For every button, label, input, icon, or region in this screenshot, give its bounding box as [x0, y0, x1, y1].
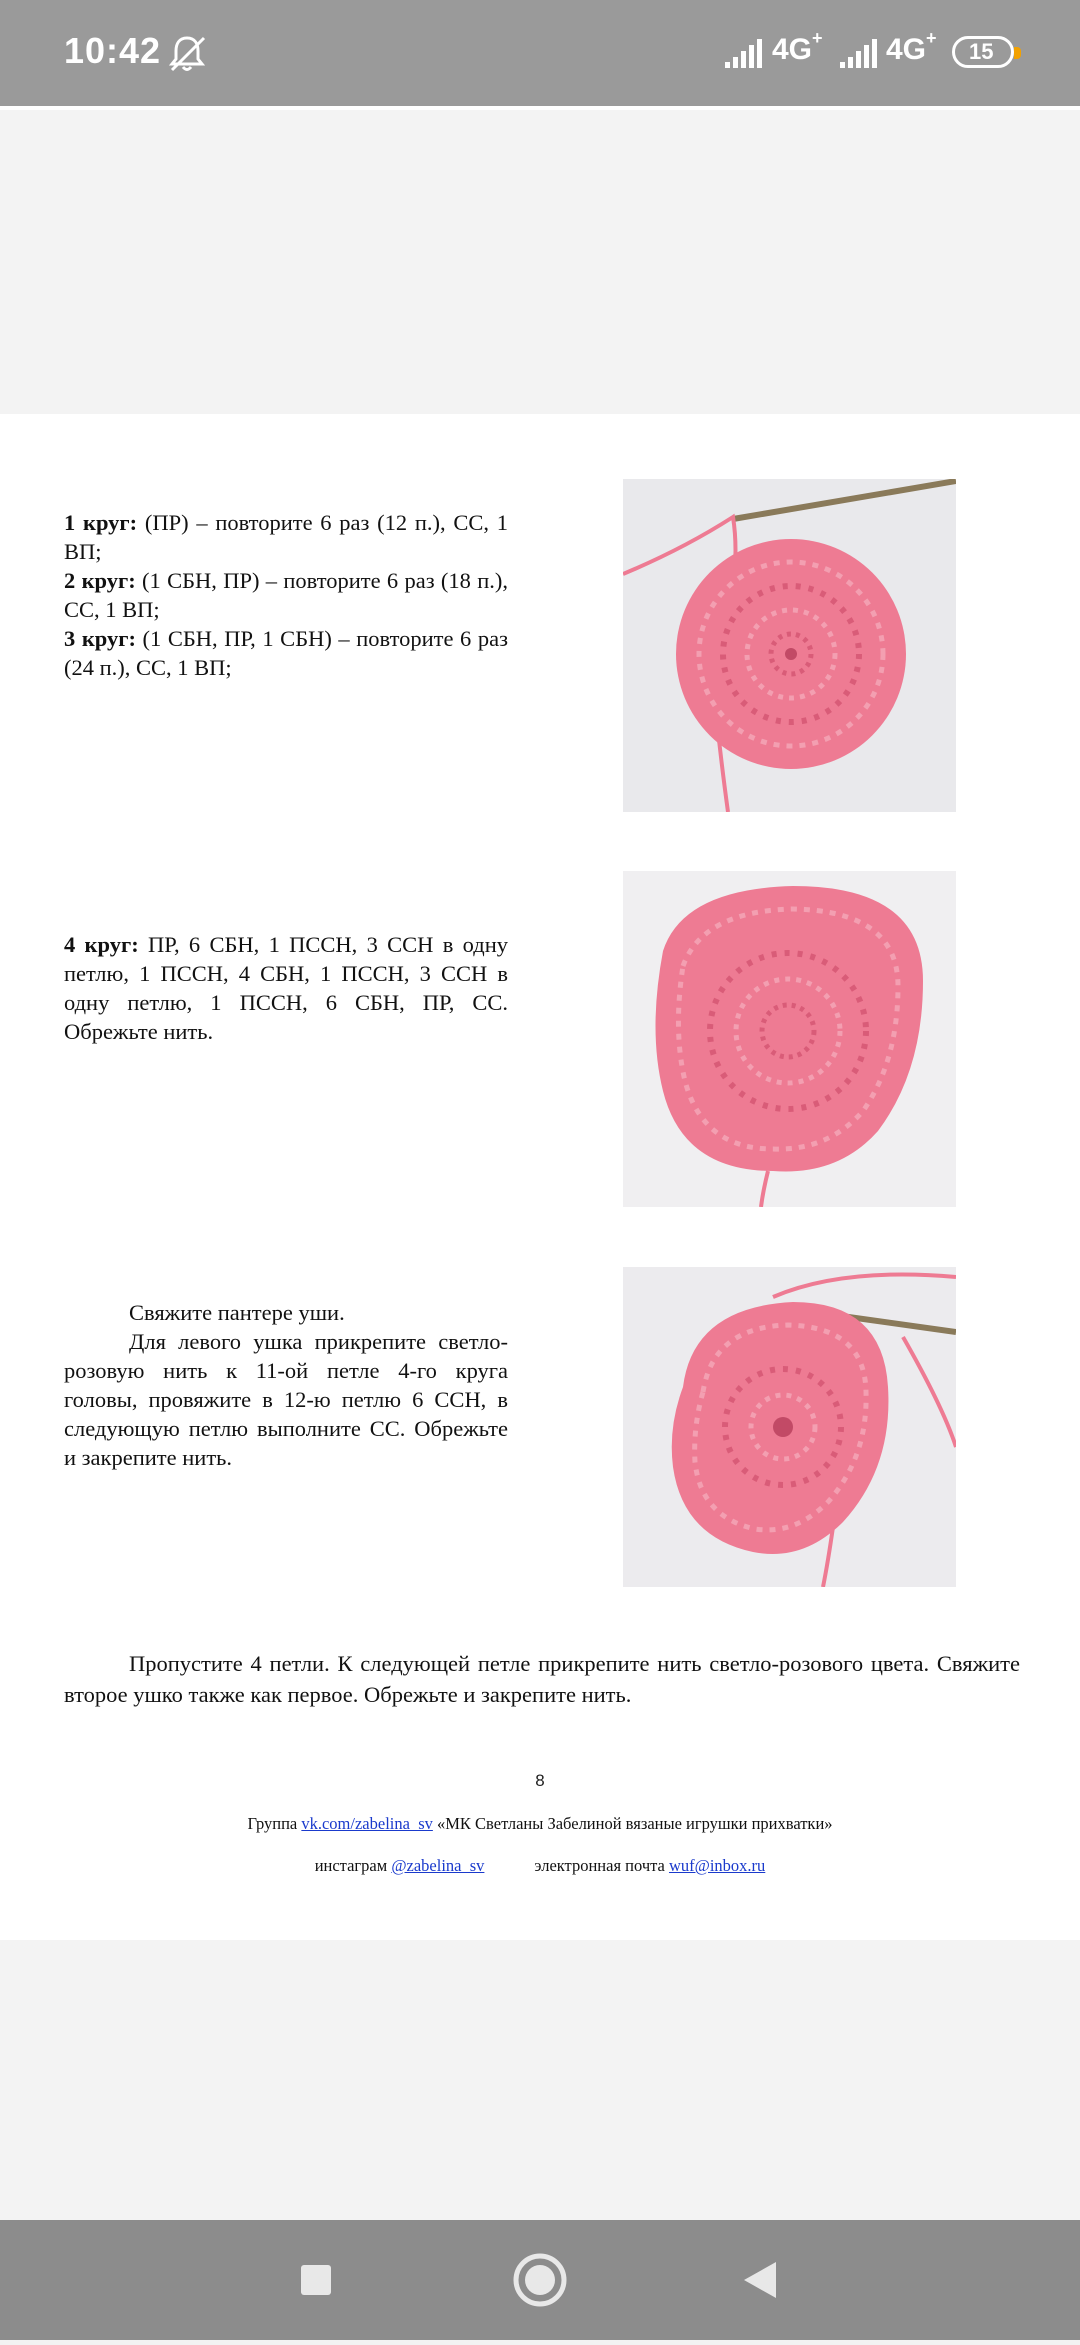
- document-page: [0, 414, 1080, 1940]
- vk-group-link[interactable]: vk.com/zabelina_sv: [301, 1814, 433, 1833]
- round-4-text: 4 круг: ПР, 6 СБН, 1 ПССН, 3 ССН в одну петлю, 1 ПССН, 4 СБН, 1 ПССН, 3 ССН в одну петлю, 1 ПССН, 6 СБН, ПР, СС. Обрежьте нить.: [64, 932, 508, 1044]
- rounds-1-3-text: 1 круг: (ПР) – повторите 6 раз (12 п.), СС, 1 ВП; 2 круг: (1 СБН, ПР) – повторите 6 раз (18 п.), СС, 1 ВП; 3 круг: (1 СБН, ПР, 1 СБН) – повторите 6 раз (24 п.), СС, 1 ВП;: [64, 510, 509, 680]
- page-number: 8: [535, 1771, 545, 1790]
- crochet-photo-ear: [623, 1267, 956, 1587]
- ear-instructions-text: Свяжите пантере уши. Для левого ушка прикрепите светло-розовую нить к 11-ой петле 4-го круга головы, провяжите в 12-ю петлю 6 ССН, в следующую петлю выполните СС. Обрежьте и закрепите нить.: [64, 1300, 508, 1470]
- instagram-link[interactable]: @zabelina_sv: [391, 1856, 485, 1875]
- mute-icon: [166, 34, 208, 74]
- back-icon: [700, 2220, 820, 2340]
- battery-icon: [952, 36, 1014, 68]
- email-link[interactable]: wuf@inbox.ru: [668, 1856, 766, 1875]
- battery-level: 15: [969, 39, 994, 64]
- status-time: 10:42: [64, 30, 162, 71]
- crochet-photo-round-3: [623, 479, 956, 812]
- network-type: 4G+: [886, 28, 937, 66]
- home-icon: [480, 2220, 600, 2340]
- navigation-bar: [0, 2220, 1080, 2340]
- footer-group-line: Группа vk.com/zabelina_sv «МК Светланы Забелиной вязаные игрушки прихватки»: [247, 1814, 833, 1833]
- signal-icon: [838, 38, 880, 70]
- recent-apps-button[interactable]: [255, 2220, 375, 2340]
- home-button[interactable]: [480, 2220, 600, 2340]
- status-bar: [0, 0, 1080, 106]
- back-button[interactable]: [700, 2220, 820, 2340]
- footer-contacts-line: инстаграм @zabelina_sv электронная почта wuf@inbox.ru: [314, 1856, 766, 1875]
- network-type: 4G+: [772, 28, 823, 66]
- second-ear-text: Пропустите 4 петли. К следующей петле прикрепите нить светло-розового цвета. Свяжите второе ушко также как первое. Обрежьте и закрепите нить.: [64, 1651, 1020, 1707]
- recent-apps-icon: [255, 2220, 375, 2340]
- signal-icon: [723, 38, 765, 70]
- crochet-photo-round-4: [623, 871, 956, 1207]
